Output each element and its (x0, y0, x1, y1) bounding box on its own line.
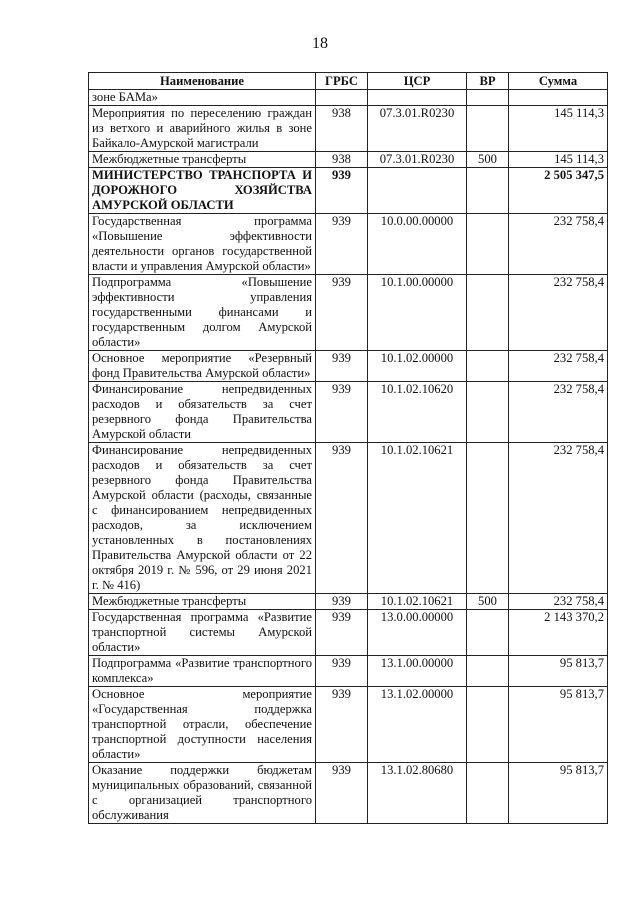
table-row (89, 763, 608, 824)
cell-csr: 10.1.02.10621 (368, 443, 467, 594)
cell-name: Мероприятия по переселению граждан из ветхого и аварийного жилья в зоне Байкало-Амурской магистрали (89, 106, 316, 152)
cell-name: Основное мероприятие «Государственная поддержка транспортной отрасли, обеспечение транспортной доступности населения области» (89, 687, 316, 763)
cell-grbs: 939 (316, 443, 368, 594)
cell-csr: 10.1.00.00000 (368, 275, 467, 351)
cell-name: зоне БАМа» (89, 90, 316, 106)
cell-grbs: 939 (316, 214, 368, 275)
cell-vr (467, 382, 509, 443)
table-header-row (89, 73, 608, 90)
header-vr: ВР (467, 73, 509, 90)
cell-name: Основное мероприятие «Резервный фонд Правительства Амурской области» (89, 351, 316, 382)
cell-grbs: 939 (316, 687, 368, 763)
cell-name: Оказание поддержки бюджетам муниципальных образований, связанной с организацией транспортного обслуживания (89, 763, 316, 824)
cell-sum: 232 758,4 (509, 214, 608, 275)
cell-vr (467, 168, 509, 214)
cell-grbs: 939 (316, 382, 368, 443)
cell-grbs: 939 (316, 656, 368, 687)
table-row (89, 90, 608, 106)
cell-csr: 13.1.02.00000 (368, 687, 467, 763)
cell-vr (467, 687, 509, 763)
cell-grbs: 938 (316, 106, 368, 152)
cell-vr (467, 656, 509, 687)
cell-sum: 95 813,7 (509, 763, 608, 824)
cell-sum: 232 758,4 (509, 275, 608, 351)
header-name: Наименование (89, 73, 316, 90)
cell-sum: 232 758,4 (509, 443, 608, 594)
cell-grbs: 939 (316, 275, 368, 351)
table-row (89, 443, 608, 594)
cell-grbs: 938 (316, 152, 368, 168)
table-row (89, 152, 608, 168)
cell-sum: 232 758,4 (509, 351, 608, 382)
cell-csr: 10.1.02.00000 (368, 351, 467, 382)
header-csr: ЦСР (368, 73, 467, 90)
table-row (89, 106, 608, 152)
cell-name: Подпрограмма «Развитие транспортного комплекса» (89, 656, 316, 687)
header-sum: Сумма (509, 73, 608, 90)
cell-name: Финансирование непредвиденных расходов и обязательств за счет резервного фонда Правительства Амурской области (расходы, связанные с финансированием непредвиденных расходов, за исключением установленных в постановлениях Правительства Амурской области от 22 октября 2019 г. № 596, от 29 июня 2021 г. № 416) (89, 443, 316, 594)
cell-vr (467, 275, 509, 351)
cell-vr (467, 106, 509, 152)
cell-csr: 07.3.01.R0230 (368, 106, 467, 152)
cell-vr: 500 (467, 152, 509, 168)
cell-csr (368, 90, 467, 106)
cell-name: Межбюджетные трансферты (89, 594, 316, 610)
cell-grbs: 939 (316, 763, 368, 824)
cell-vr (467, 443, 509, 594)
cell-csr: 13.1.02.80680 (368, 763, 467, 824)
cell-sum: 2 505 347,5 (509, 168, 608, 214)
cell-sum: 2 143 370,2 (509, 610, 608, 656)
table-row (89, 214, 608, 275)
cell-sum: 232 758,4 (509, 382, 608, 443)
cell-sum: 95 813,7 (509, 687, 608, 763)
cell-csr (368, 168, 467, 214)
cell-csr: 13.1.00.00000 (368, 656, 467, 687)
cell-csr: 10.0.00.00000 (368, 214, 467, 275)
cell-grbs: 939 (316, 610, 368, 656)
cell-sum: 145 114,3 (509, 106, 608, 152)
cell-csr: 10.1.02.10620 (368, 382, 467, 443)
table-row (89, 610, 608, 656)
cell-grbs: 939 (316, 594, 368, 610)
cell-name: Государственная программа «Развитие транспортной системы Амурской области» (89, 610, 316, 656)
cell-vr: 500 (467, 594, 509, 610)
cell-grbs: 939 (316, 351, 368, 382)
cell-sum (509, 90, 608, 106)
table-body (89, 90, 608, 824)
cell-sum: 95 813,7 (509, 656, 608, 687)
table-row (89, 656, 608, 687)
cell-sum: 232 758,4 (509, 594, 608, 610)
cell-grbs (316, 90, 368, 106)
cell-sum: 145 114,3 (509, 152, 608, 168)
page-number: 18 (312, 35, 328, 52)
cell-name: МИНИСТЕРСТВО ТРАНСПОРТА И ДОРОЖНОГО ХОЗЯЙСТВА АМУРСКОЙ ОБЛАСТИ (89, 168, 316, 214)
table-row (89, 168, 608, 214)
cell-vr (467, 610, 509, 656)
cell-name: Подпрограмма «Повышение эффективности управления государственными финансами и государственным долгом Амурской области» (89, 275, 316, 351)
table-row (89, 351, 608, 382)
cell-csr: 10.1.02.10621 (368, 594, 467, 610)
cell-csr: 07.3.01.R0230 (368, 152, 467, 168)
cell-vr (467, 351, 509, 382)
cell-vr (467, 90, 509, 106)
table-row (89, 687, 608, 763)
budget-table (88, 72, 608, 824)
cell-name: Государственная программа «Повышение эффективности деятельности органов государственной власти и управления Амурской области» (89, 214, 316, 275)
cell-grbs: 939 (316, 168, 368, 214)
header-grbs: ГРБС (316, 73, 368, 90)
table-row (89, 275, 608, 351)
cell-vr (467, 763, 509, 824)
cell-name: Финансирование непредвиденных расходов и обязательств за счет резервного фонда Правительства Амурской области (89, 382, 316, 443)
table-row (89, 382, 608, 443)
cell-name: Межбюджетные трансферты (89, 152, 316, 168)
cell-vr (467, 214, 509, 275)
table-row (89, 594, 608, 610)
cell-csr: 13.0.00.00000 (368, 610, 467, 656)
